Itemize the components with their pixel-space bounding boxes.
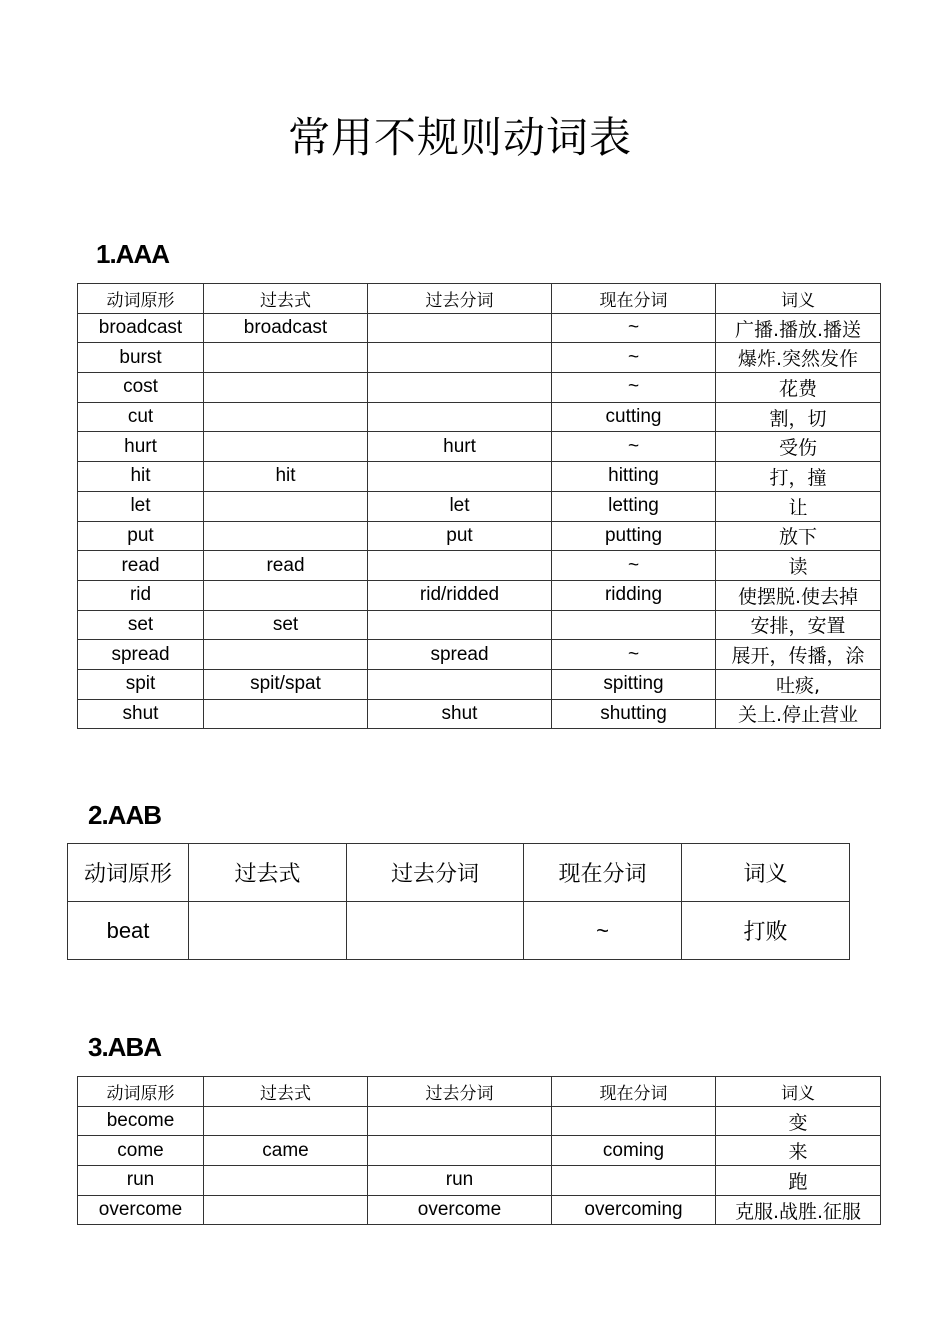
cell-present-participle xyxy=(552,1166,716,1196)
header-past-tense: 过去式 xyxy=(189,844,347,902)
cell-meaning: 打败 xyxy=(682,902,850,960)
cell-base-form: overcome xyxy=(78,1195,204,1225)
cell-meaning: 变 xyxy=(716,1106,881,1136)
cell-past-participle: spread xyxy=(368,640,552,670)
cell-past-participle xyxy=(368,373,552,403)
table-row xyxy=(78,343,881,373)
header-present-participle: 现在分词 xyxy=(552,284,716,314)
cell-present-participle: hitting xyxy=(552,462,716,492)
cell-past-tense: came xyxy=(204,1136,368,1166)
cell-meaning: 打，撞 xyxy=(716,462,881,492)
cell-base-form: shut xyxy=(78,699,204,729)
cell-past-participle xyxy=(368,343,552,373)
cell-meaning: 让 xyxy=(716,491,881,521)
cell-base-form: run xyxy=(78,1166,204,1196)
cell-base-form: read xyxy=(78,551,204,581)
cell-base-form: hit xyxy=(78,462,204,492)
cell-present-participle: shutting xyxy=(552,699,716,729)
cell-meaning: 放下 xyxy=(716,521,881,551)
cell-past-participle: run xyxy=(368,1166,552,1196)
cell-present-participle: spitting xyxy=(552,669,716,699)
cell-past-participle xyxy=(368,1106,552,1136)
cell-meaning: 受伤 xyxy=(716,432,881,462)
cell-present-participle: ~ xyxy=(552,640,716,670)
cell-past-participle: put xyxy=(368,521,552,551)
cell-past-tense xyxy=(204,640,368,670)
table-row xyxy=(78,551,881,581)
cell-past-tense xyxy=(204,491,368,521)
cell-present-participle xyxy=(552,610,716,640)
cell-base-form: come xyxy=(78,1136,204,1166)
table-row xyxy=(78,610,881,640)
cell-meaning: 广播.播放.播送 xyxy=(716,313,881,343)
cell-past-tense xyxy=(204,521,368,551)
section-heading-aba: 3.ABA xyxy=(88,1032,162,1062)
header-past-tense: 过去式 xyxy=(204,284,368,314)
table-header-row xyxy=(78,284,881,314)
cell-present-participle: ~ xyxy=(552,343,716,373)
cell-meaning: 克服.战胜.征服 xyxy=(716,1195,881,1225)
cell-past-participle xyxy=(368,669,552,699)
cell-past-tense xyxy=(204,402,368,432)
cell-meaning: 花费 xyxy=(716,373,881,403)
table-row xyxy=(78,669,881,699)
cell-meaning: 爆炸.突然发作 xyxy=(716,343,881,373)
cell-meaning: 使摆脱.使去掉 xyxy=(716,580,881,610)
cell-base-form: cost xyxy=(78,373,204,403)
cell-meaning: 安排，安置 xyxy=(716,610,881,640)
table-row xyxy=(78,432,881,462)
cell-past-tense: read xyxy=(204,551,368,581)
header-base-form: 动词原形 xyxy=(78,284,204,314)
cell-present-participle: putting xyxy=(552,521,716,551)
cell-meaning: 割，切 xyxy=(716,402,881,432)
cell-past-participle xyxy=(347,902,524,960)
table-row xyxy=(78,491,881,521)
verb-table-aab xyxy=(67,843,850,960)
cell-past-tense xyxy=(204,343,368,373)
table-row xyxy=(78,1136,881,1166)
cell-past-participle xyxy=(368,551,552,581)
cell-present-participle: coming xyxy=(552,1136,716,1166)
cell-past-participle: overcome xyxy=(368,1195,552,1225)
cell-past-tense: spit/spat xyxy=(204,669,368,699)
verb-table-aba xyxy=(77,1076,881,1225)
cell-base-form: hurt xyxy=(78,432,204,462)
cell-past-tense: set xyxy=(204,610,368,640)
cell-present-participle: ~ xyxy=(552,373,716,403)
cell-past-participle: hurt xyxy=(368,432,552,462)
header-meaning: 词义 xyxy=(716,1077,881,1107)
cell-past-tense: hit xyxy=(204,462,368,492)
cell-base-form: spread xyxy=(78,640,204,670)
cell-past-participle: rid/ridded xyxy=(368,580,552,610)
cell-present-participle: ~ xyxy=(524,902,682,960)
table-row xyxy=(78,373,881,403)
cell-base-form: burst xyxy=(78,343,204,373)
header-meaning: 词义 xyxy=(716,284,881,314)
cell-past-tense xyxy=(204,432,368,462)
cell-base-form: broadcast xyxy=(78,313,204,343)
cell-past-participle: shut xyxy=(368,699,552,729)
cell-past-tense xyxy=(204,580,368,610)
header-present-participle: 现在分词 xyxy=(524,844,682,902)
header-base-form: 动词原形 xyxy=(68,844,189,902)
cell-present-participle: letting xyxy=(552,491,716,521)
table-row xyxy=(78,580,881,610)
header-past-participle: 过去分词 xyxy=(347,844,524,902)
cell-past-participle: let xyxy=(368,491,552,521)
header-past-tense: 过去式 xyxy=(204,1077,368,1107)
table-header-row xyxy=(68,844,850,902)
cell-meaning: 跑 xyxy=(716,1166,881,1196)
cell-meaning: 关上.停止营业 xyxy=(716,699,881,729)
cell-past-tense xyxy=(204,699,368,729)
header-past-participle: 过去分词 xyxy=(368,1077,552,1107)
table-row xyxy=(78,1166,881,1196)
cell-present-participle: overcoming xyxy=(552,1195,716,1225)
page-title: 常用不规则动词表 xyxy=(287,113,632,162)
cell-present-participle: cutting xyxy=(552,402,716,432)
cell-past-tense xyxy=(189,902,347,960)
cell-base-form: spit xyxy=(78,669,204,699)
cell-past-tense xyxy=(204,1195,368,1225)
verb-table-aaa xyxy=(77,283,881,729)
table-row xyxy=(78,1195,881,1225)
cell-past-participle xyxy=(368,462,552,492)
cell-past-participle xyxy=(368,402,552,432)
cell-meaning: 吐痰, xyxy=(716,669,881,699)
cell-base-form: put xyxy=(78,521,204,551)
cell-past-participle xyxy=(368,313,552,343)
cell-meaning: 展开，传播，涂 xyxy=(716,640,881,670)
cell-base-form: cut xyxy=(78,402,204,432)
cell-present-participle: ridding xyxy=(552,580,716,610)
header-base-form: 动词原形 xyxy=(78,1077,204,1107)
cell-past-tense xyxy=(204,1106,368,1136)
cell-base-form: rid xyxy=(78,580,204,610)
cell-base-form: set xyxy=(78,610,204,640)
section-heading-aab: 2.AAB xyxy=(88,800,162,830)
table-row xyxy=(78,699,881,729)
cell-meaning: 来 xyxy=(716,1136,881,1166)
header-meaning: 词义 xyxy=(682,844,850,902)
table-row xyxy=(78,462,881,492)
cell-present-participle xyxy=(552,1106,716,1136)
cell-present-participle: ~ xyxy=(552,432,716,462)
table-row xyxy=(68,902,850,960)
cell-base-form: let xyxy=(78,491,204,521)
cell-past-tense: broadcast xyxy=(204,313,368,343)
table-row xyxy=(78,1106,881,1136)
cell-past-tense xyxy=(204,1166,368,1196)
section-heading-aaa: 1.AAA xyxy=(96,239,170,269)
table-header-row xyxy=(78,1077,881,1107)
table-row xyxy=(78,313,881,343)
cell-present-participle: ~ xyxy=(552,313,716,343)
header-past-participle: 过去分词 xyxy=(368,284,552,314)
table-row xyxy=(78,521,881,551)
cell-base-form: beat xyxy=(68,902,189,960)
table-row xyxy=(78,402,881,432)
cell-past-tense xyxy=(204,373,368,403)
cell-base-form: become xyxy=(78,1106,204,1136)
cell-past-participle xyxy=(368,610,552,640)
cell-present-participle: ~ xyxy=(552,551,716,581)
cell-past-participle xyxy=(368,1136,552,1166)
cell-meaning: 读 xyxy=(716,551,881,581)
table-row xyxy=(78,640,881,670)
header-present-participle: 现在分词 xyxy=(552,1077,716,1107)
